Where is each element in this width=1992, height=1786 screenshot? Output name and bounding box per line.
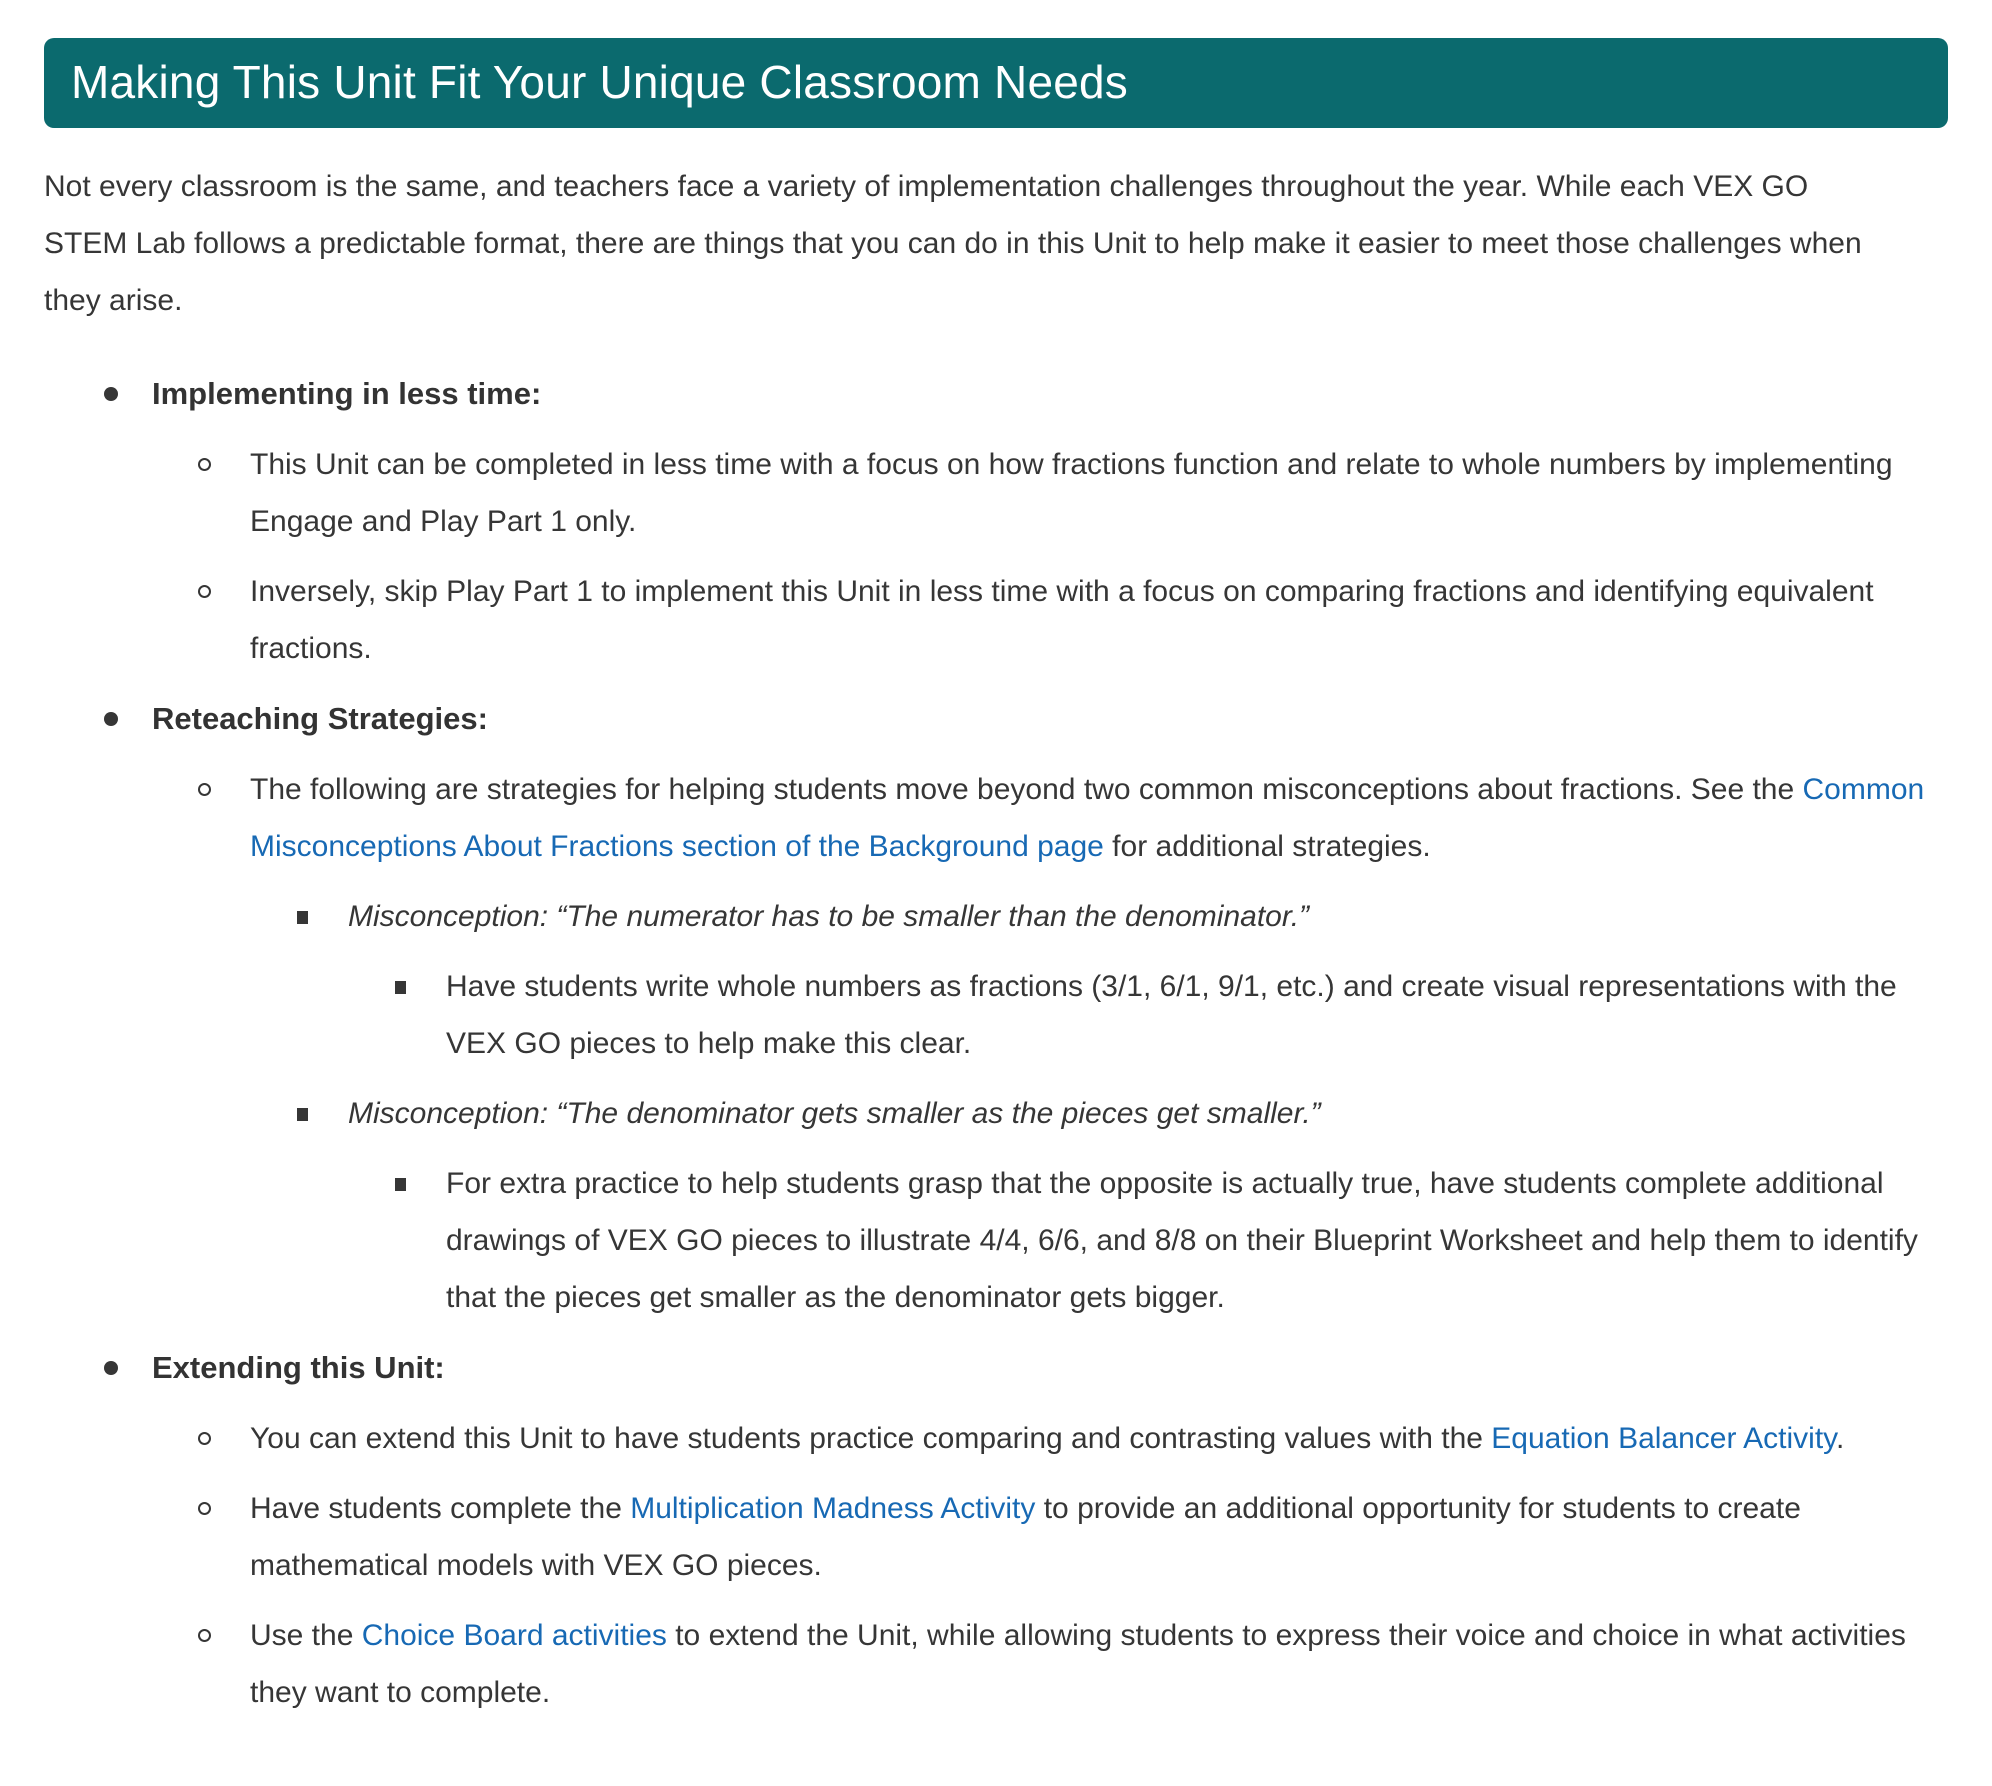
list-item-text: The following are strategies for helping students move beyond two common misconceptions about fractions. See the Common Misconceptions About Fractions section of the Background page for additional strategies. (250, 772, 1925, 863)
bullet-list-level-2 (152, 761, 1948, 1326)
bullet-reteaching-strategies (44, 690, 1948, 1326)
list-item-text: Implementing in less time: (152, 375, 542, 411)
intro-paragraph: Not every classroom is the same, and teachers face a variety of implementation challenges throughout the year. While each VEX GO STEM Lab follows a predictable format, there are things that you can do in this Unit to help make it easier to meet those challenges when they arise. (44, 169, 1862, 317)
list-item-text: For extra practice to help students grasp that the opposite is actually true, have students complete additional drawings of VEX GO pieces to illustrate 4/4, 6/6, and 8/8 on their Blueprint Worksheet and help them to identify that the pieces get smaller as the denominator gets bigger. (446, 1166, 1918, 1314)
list-item (250, 888, 1948, 1072)
link-common-misconceptions[interactable]: Common Misconceptions About Fractions section of the Background page (250, 772, 1925, 863)
bullet-extending-this-unit (44, 1339, 1948, 1721)
page-title-banner (44, 38, 1948, 128)
bullet-list-level-2 (152, 436, 1948, 677)
list-item-text: Have students write whole numbers as fractions (3/1, 6/1, 9/1, etc.) and create visual representations with the VEX GO pieces to help make this clear. (446, 969, 1897, 1060)
list-item-text: Misconception: “The denominator gets smaller as the pieces get smaller.” (348, 1096, 1321, 1130)
list-item (250, 1085, 1948, 1326)
list-item-text: You can extend this Unit to have students practice comparing and contrasting values with the Equation Balancer Activity. (250, 1421, 1845, 1455)
list-item (348, 958, 1948, 1072)
list-item (152, 761, 1948, 1326)
list-item (152, 1410, 1948, 1467)
bullet-implementing-in-less-time (44, 365, 1948, 677)
list-item (152, 1607, 1948, 1721)
bullet-list-level-3 (250, 888, 1948, 1326)
list-item-text: Misconception: “The numerator has to be smaller than the denominator.” (348, 899, 1310, 933)
link-multiplication-madness-activity[interactable]: Multiplication Madness Activity (630, 1491, 1036, 1525)
list-item (348, 1155, 1948, 1326)
list-item (152, 1480, 1948, 1594)
list-item (152, 563, 1948, 677)
link-equation-balancer-activity[interactable]: Equation Balancer Activity (1491, 1421, 1836, 1455)
list-item-text: This Unit can be completed in less time with a focus on how fractions function and relate to whole numbers by implementing Engage and Play Part 1 only. (250, 447, 1893, 538)
list-item-text: Use the Choice Board activities to extend the Unit, while allowing students to express their voice and choice in what activities they want to complete. (250, 1618, 1906, 1709)
bullet-list-level-4 (348, 1155, 1948, 1326)
bullet-list-level-2 (152, 1410, 1948, 1721)
link-choice-board-activities[interactable]: Choice Board activities (361, 1618, 667, 1652)
list-item-text: Have students complete the Multiplication Madness Activity to provide an additional opportunity for students to create mathematical models with VEX GO pieces. (250, 1491, 1801, 1582)
list-item-text: Inversely, skip Play Part 1 to implement this Unit in less time with a focus on comparing fractions and identifying equivalent fractions. (250, 574, 1874, 665)
bullet-list-level-4 (348, 958, 1948, 1072)
list-item-text: Reteaching Strategies: (152, 700, 488, 736)
list-item (152, 436, 1948, 550)
list-item-text: Extending this Unit: (152, 1349, 445, 1385)
bullet-content (44, 365, 1948, 1721)
page-title: Making This Unit Fit Your Unique Classroom Needs (71, 56, 1128, 108)
bullet-list-level-1 (44, 365, 1948, 1721)
